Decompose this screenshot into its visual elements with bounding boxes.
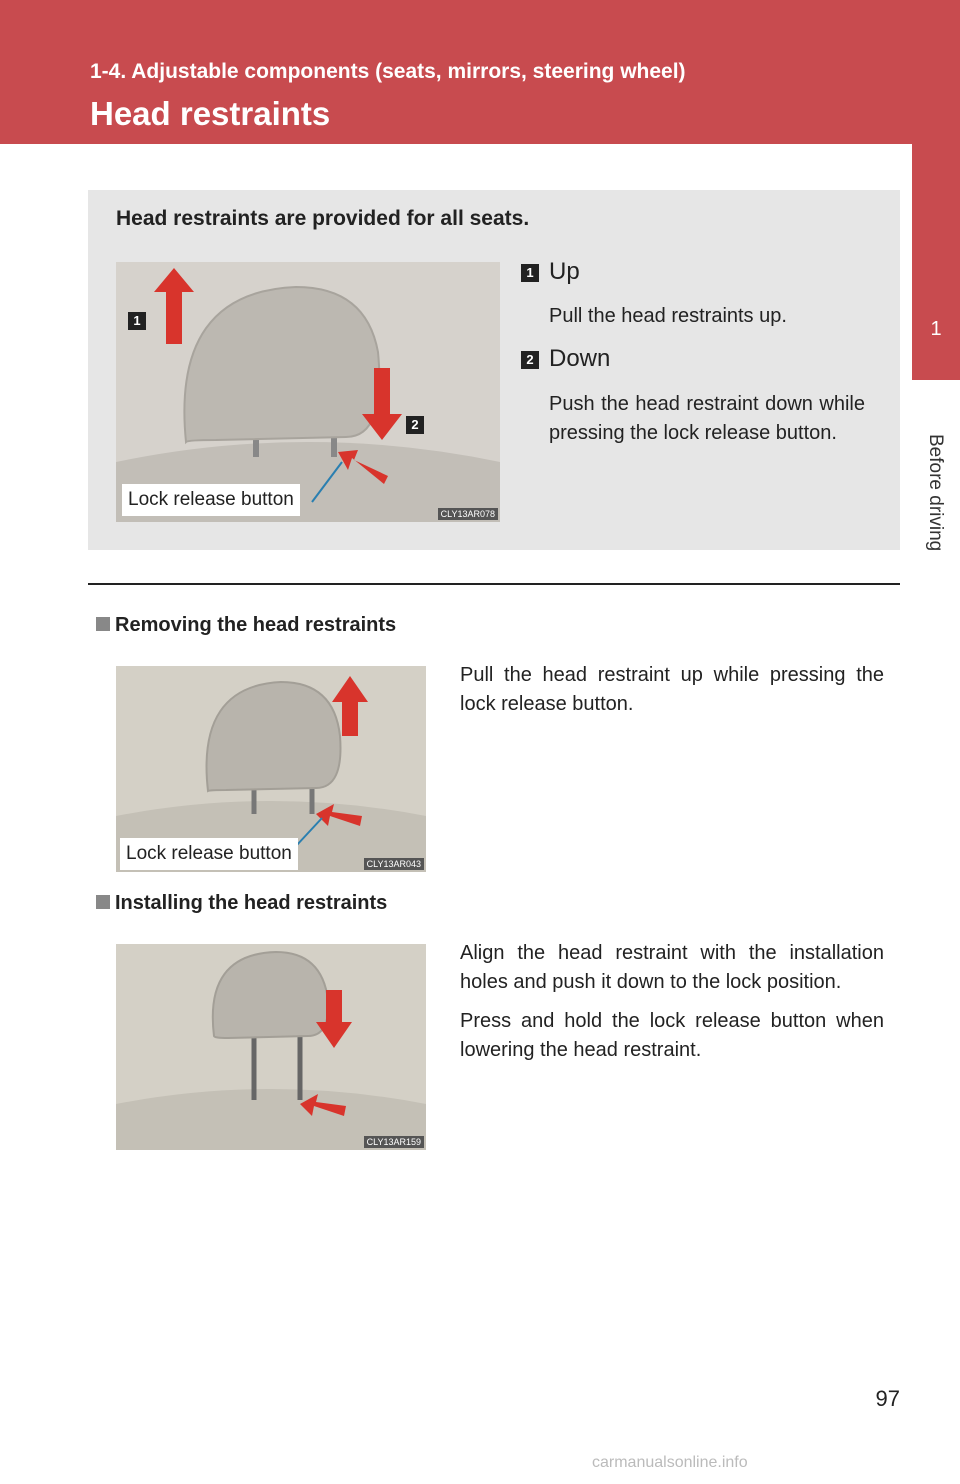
marker-1: 1	[128, 312, 146, 330]
chapter-tab	[912, 144, 960, 380]
head-restraint-figure-3	[116, 944, 426, 1150]
intro-text: Head restraints are provided for all seats.	[116, 207, 530, 230]
installing-text-2: Press and hold the lock release button when lowering the head restraint.	[460, 1010, 884, 1061]
removing-heading	[96, 614, 396, 637]
chapter-label: Before driving	[925, 434, 946, 552]
section-divider	[88, 583, 900, 585]
step-2-desc: Push the head restraint down while pressing the lock release button.	[549, 393, 865, 444]
head-restraint-figure-1	[116, 262, 500, 522]
removing-heading-text: Removing the head restraints	[115, 614, 397, 636]
step-1-title: Up	[549, 258, 580, 285]
section-title: 1-4. Adjustable components (seats, mirrors, steering wheel)	[90, 60, 686, 83]
lock-release-label-2: Lock release button	[120, 838, 298, 870]
page-title: Head restraints	[90, 95, 331, 132]
bullet-square-icon	[96, 617, 110, 631]
removing-text: Pull the head restraint up while pressing the lock release button.	[460, 664, 884, 715]
watermark: carmanualsonline.info	[592, 1454, 748, 1471]
installing-text-1: Align the head restraint with the installation holes and push it down to the lock position.	[460, 942, 884, 993]
figure-1-illustration	[116, 262, 500, 522]
head-restraint-figure-2	[116, 666, 426, 872]
bullet-square-icon	[96, 895, 110, 909]
step-1-desc: Pull the head restraints up.	[549, 305, 787, 327]
step-1-number: 1	[521, 264, 539, 282]
header-bar	[0, 0, 960, 144]
figure-3-illustration	[116, 944, 426, 1150]
marker-2: 2	[406, 416, 424, 434]
chapter-label-wrap	[906, 394, 960, 552]
installing-heading	[96, 892, 387, 915]
lock-release-label-1: Lock release button	[122, 484, 300, 516]
chapter-number: 1	[930, 318, 942, 340]
step-2-title: Down	[549, 345, 611, 372]
figure-2-code: CLY13AR043	[364, 858, 424, 870]
page-number: 97	[875, 1386, 900, 1411]
step-2-number: 2	[521, 351, 539, 369]
installing-heading-text: Installing the head restraints	[115, 892, 388, 914]
figure-3-code: CLY13AR159	[364, 1136, 424, 1148]
figure-1-code: CLY13AR078	[438, 508, 498, 520]
